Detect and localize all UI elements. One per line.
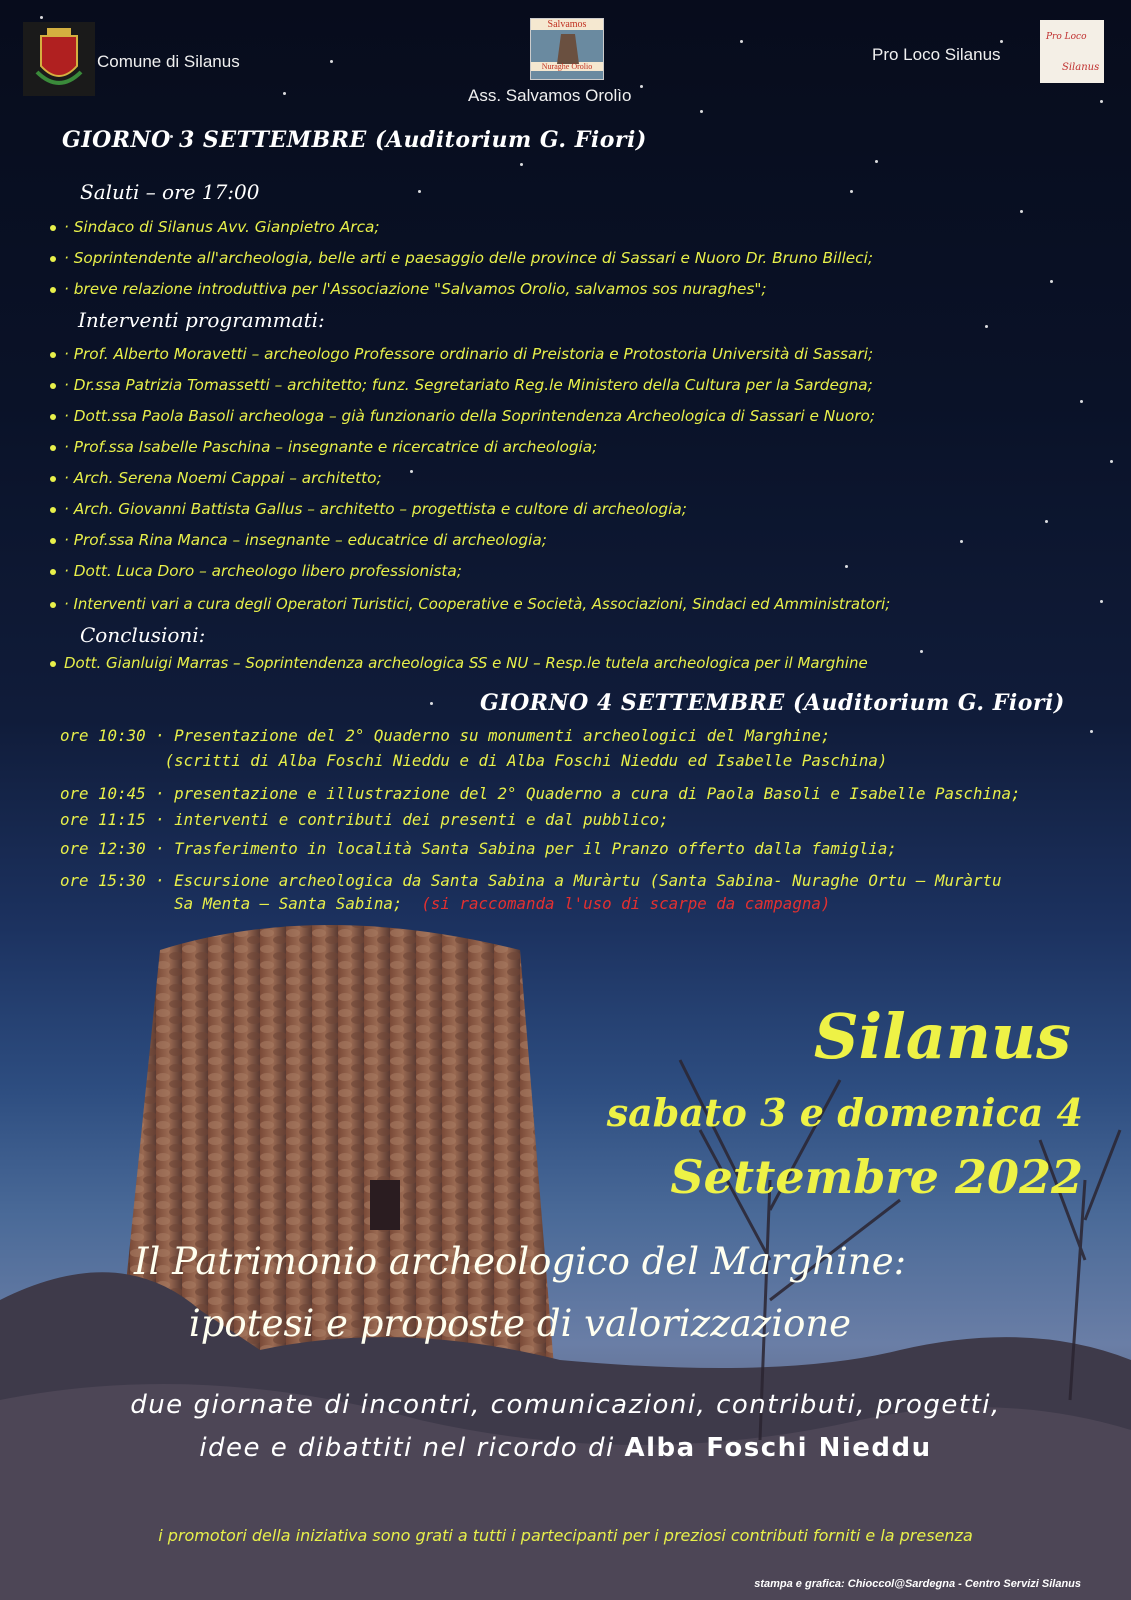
proloco-label: Pro Loco Silanus [872, 45, 1001, 64]
event-description-line2: idee e dibattiti nel ricordo di Alba Foschi Nieddu [199, 1433, 932, 1463]
event-title-line1: Il Patrimonio archeologico del Marghine: [133, 1240, 907, 1283]
intervento-item: · Interventi vari a cura degli Operatori Turistici, Cooperative e Società, Associazioni, Sindaci ed Amministratori; [50, 595, 890, 613]
intervento-item: · Dott. Luca Doro – archeologo libero professionista; [50, 562, 462, 580]
intervento-item: · Dott.ssa Paola Basoli archeologa – già funzionario della Soprintendenza Archeologica di Sassari e Nuoro; [50, 407, 875, 425]
schedule-line: ore 11:15 · interventi e contributi dei presenti e dal pubblico; [60, 810, 669, 829]
salvamos-logo-text-bottom: Nuraghe Orolio [531, 62, 603, 71]
comune-crest-logo [23, 22, 95, 96]
saluti-heading: Saluti – ore 17:00 [80, 180, 260, 204]
schedule-line: ore 10:45 · presentazione e illustrazione del 2° Quaderno a cura di Paola Basoli e Isabelle Paschina; [60, 784, 1021, 803]
event-title-line2: ipotesi e proposte di valorizzazione [188, 1302, 852, 1345]
schedule-line: (scritti di Alba Foschi Nieddu e di Alba Foschi Nieddu ed Isabelle Paschina) [60, 751, 888, 770]
day2-title: GIORNO 4 SETTEMBRE (Auditorium G. Fiori) [480, 690, 1065, 716]
schedule-line: Sa Menta – Santa Sabina; (si raccomanda l'uso di scarpe da campagna) [60, 894, 831, 913]
proloco-logo [1040, 20, 1104, 83]
saluti-item: · Sindaco di Silanus Avv. Gianpietro Arca; [50, 218, 380, 236]
intervento-item: · Dr.ssa Patrizia Tomassetti – architetto; funz. Segretariato Reg.le Ministero della Cultura per la Sardegna; [50, 376, 873, 394]
honoree-name: Alba Foschi Nieddu [624, 1433, 932, 1463]
event-town: Silanus [813, 1000, 1071, 1073]
proloco-logo-text-bottom: Silanus [1062, 62, 1100, 73]
schedule-line: ore 12:30 · Trasferimento in località Santa Sabina per il Pranzo offerto dalla famiglia; [60, 839, 897, 858]
thanks-note: i promotori della iniziativa sono grati a tutti i partecipanti per i preziosi contributi forniti e la presenza [158, 1526, 973, 1545]
comune-label: Comune di Silanus [97, 52, 240, 71]
print-credit: stampa e grafica: Chioccol@Sardegna - Centro Servizi Silanus [754, 1578, 1081, 1590]
saluti-item: · breve relazione introduttiva per l'Associazione "Salvamos Orolio, salvamos sos nuraghes"; [50, 280, 767, 298]
intervento-item: · Arch. Serena Noemi Cappai – architetto; [50, 469, 382, 487]
interventi-heading: Interventi programmati: [78, 308, 325, 332]
day1-title: GIORNO 3 SETTEMBRE (Auditorium G. Fiori) [62, 127, 647, 153]
intervento-item: · Prof.ssa Isabelle Paschina – insegnante e ricercatrice di archeologia; [50, 438, 597, 456]
shoes-warning: (si raccomanda l'uso di scarpe da campagna) [421, 894, 831, 913]
saluti-item: · Soprintendente all'archeologia, belle arti e paesaggio delle province di Sassari e Nuoro Dr. Bruno Billeci; [50, 249, 873, 267]
salvamos-logo-text-top: Salvamos [531, 19, 603, 30]
salvamos-logo [530, 18, 604, 80]
intervento-item: · Arch. Giovanni Battista Gallus – architetto – progettista e cultore di archeologia; [50, 500, 687, 518]
conclusioni-heading: Conclusioni: [80, 623, 206, 647]
conclusioni-item: Dott. Gianluigi Marras – Soprintendenza archeologica SS e NU – Resp.le tutela archeologica per il Marghine [50, 654, 868, 672]
association-label: Ass. Salvamos Orolìo [468, 86, 632, 105]
intervento-item: · Prof. Alberto Moravetti – archeologo Professore ordinario di Preistoria e Protostoria Università di Sassari; [50, 345, 873, 363]
event-description-line1: due giornate di incontri, comunicazioni, contributi, progetti, [130, 1390, 1001, 1420]
proloco-logo-text-top: Pro Loco [1046, 32, 1087, 42]
schedule-line: ore 10:30 · Presentazione del 2° Quaderno su monumenti archeologici del Marghine; [60, 726, 831, 745]
schedule-line: ore 15:30 · Escursione archeologica da Santa Sabina a Muràrtu (Santa Sabina- Nuraghe Ortu – Muràrtu [60, 871, 1002, 890]
event-dates-line1: sabato 3 e domenica 4 [606, 1090, 1083, 1135]
intervento-item: · Prof.ssa Rina Manca – insegnante – educatrice di archeologia; [50, 531, 547, 549]
event-dates-line2: Settembre 2022 [670, 1150, 1083, 1204]
